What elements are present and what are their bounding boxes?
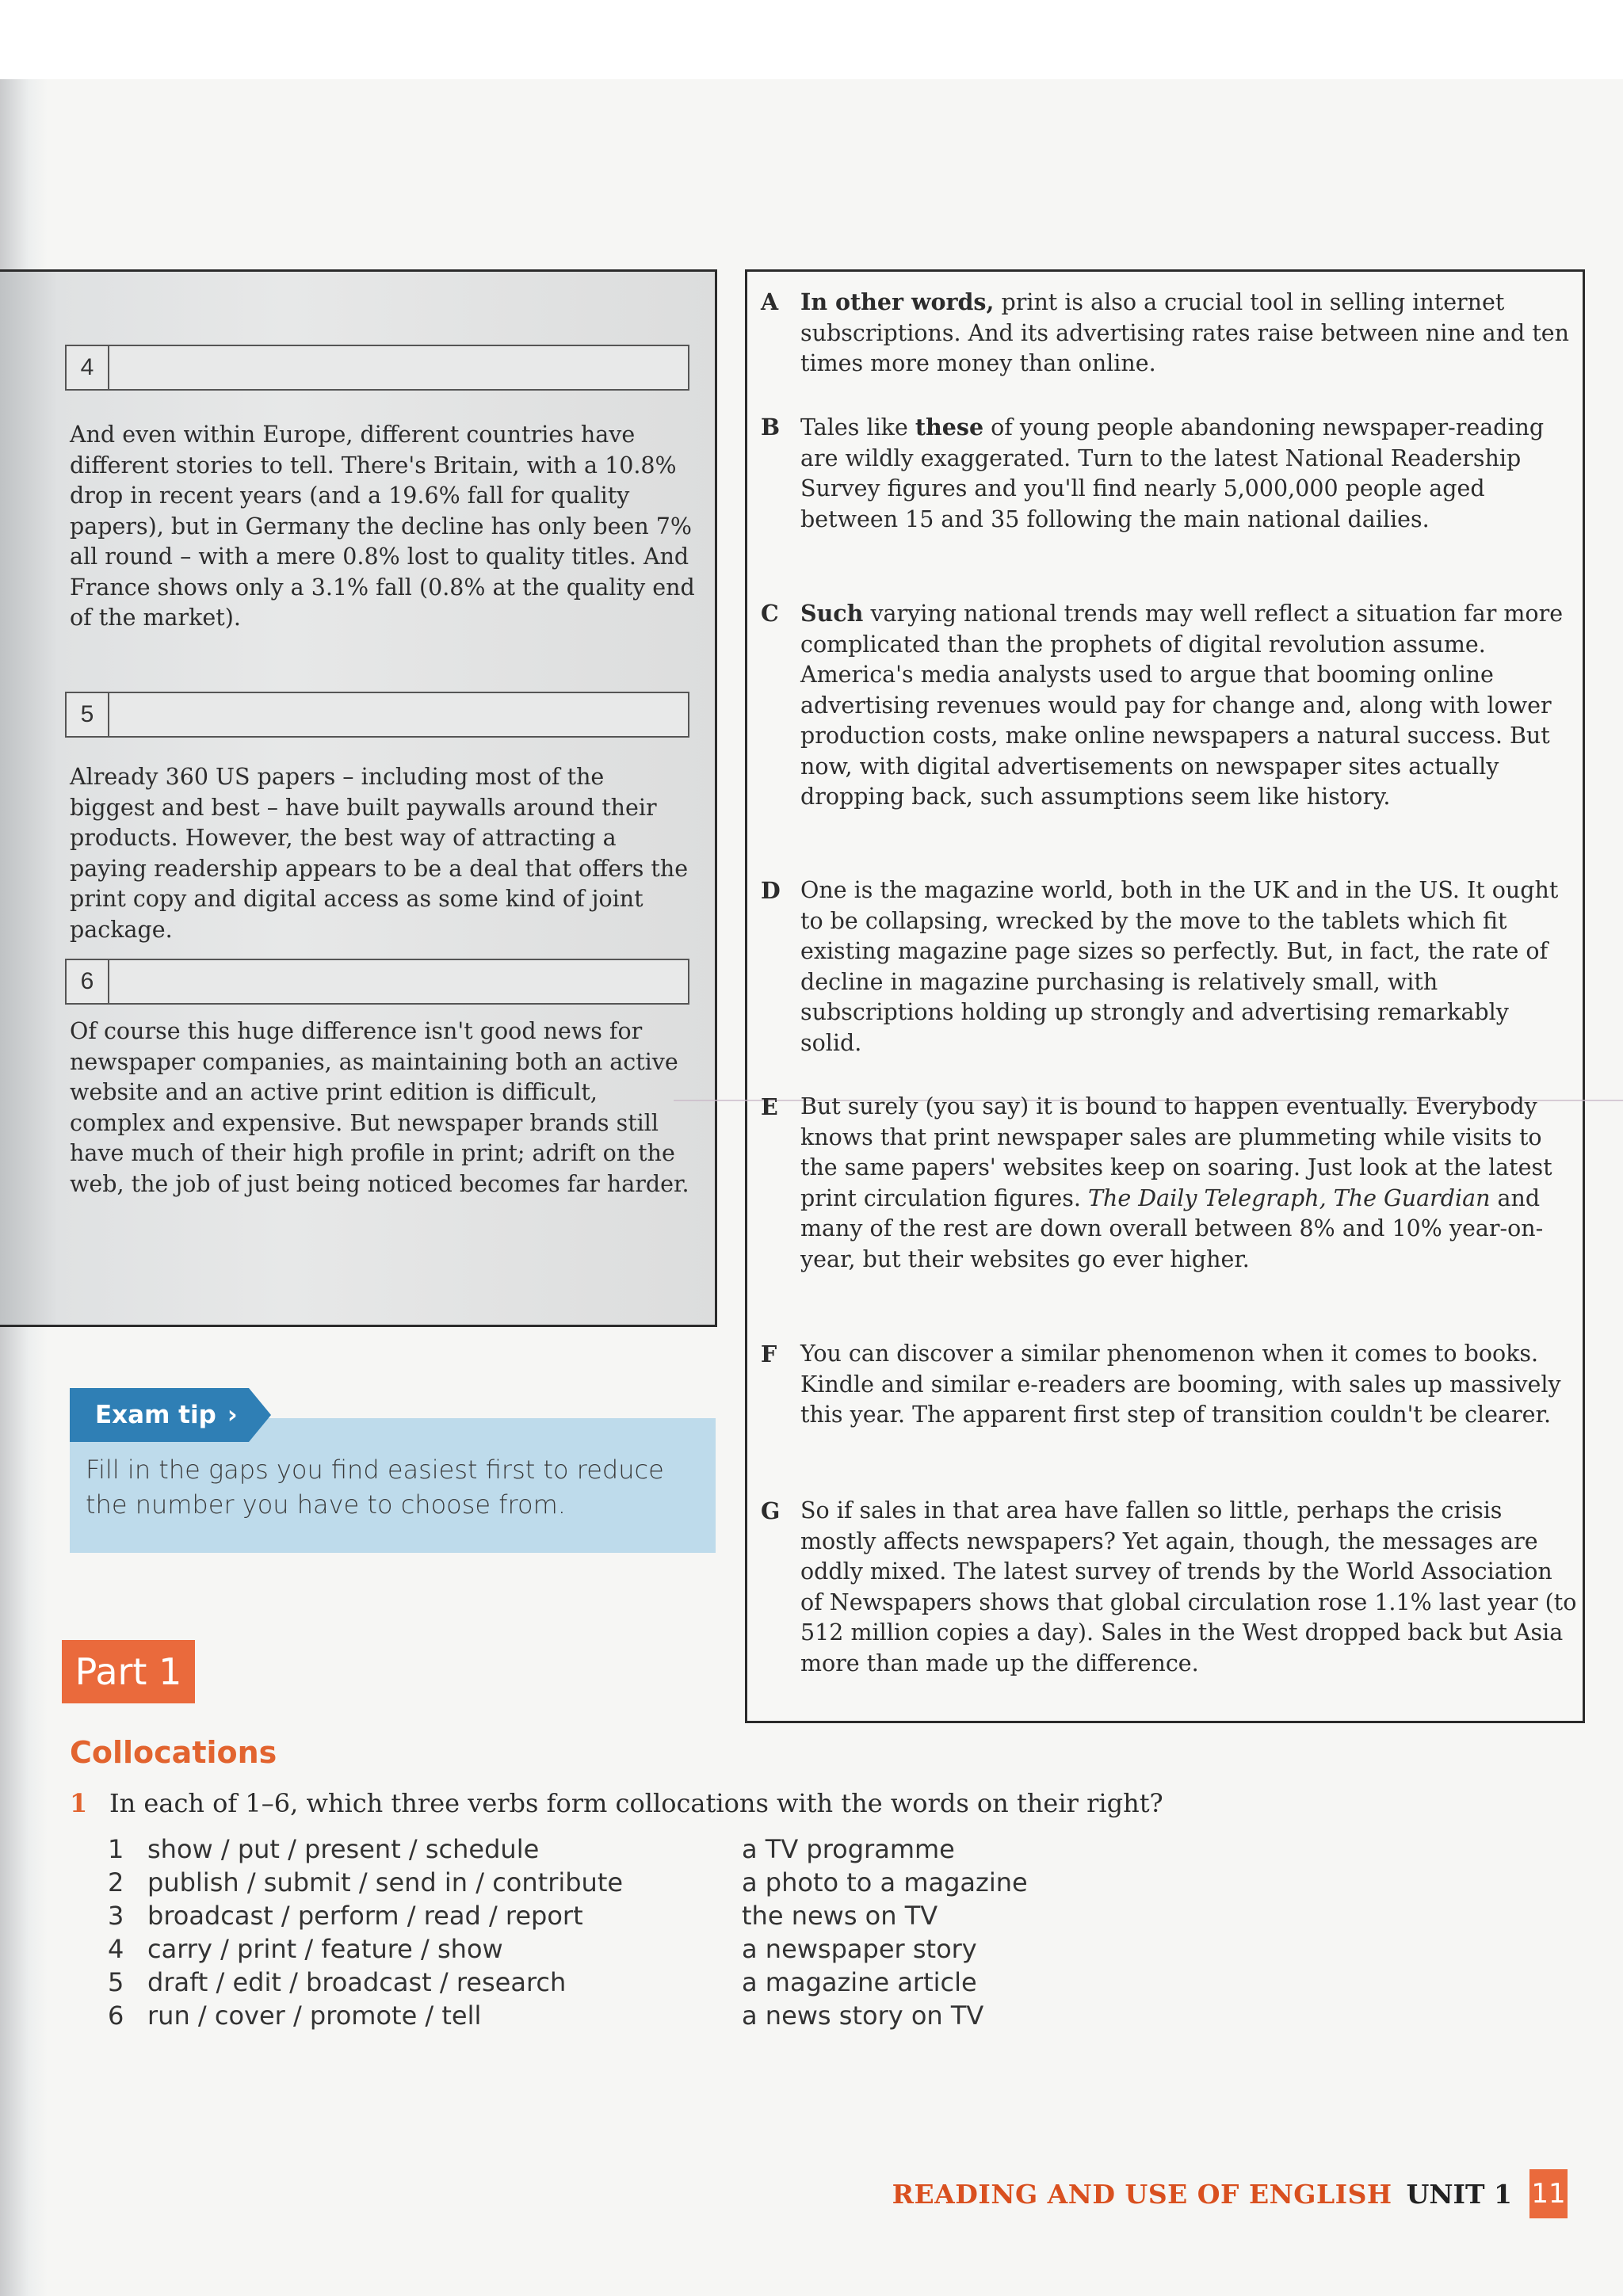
option-letter: G — [761, 1497, 781, 1524]
exam-tip-label: Exam tip — [95, 1401, 216, 1429]
item-number: 6 — [108, 2000, 124, 2031]
gap-6-answer-box[interactable] — [65, 959, 689, 1005]
option-d-text: One is the magazine world, both in the UK and in the US. It ought to be collapsing, wrecked by the move to the tablets which fit existing magazine page sizes so perfectly. But, in fact, the rate of decline in magazine purchasing is relatively small, with subscriptions holding up strongly and advertising remarkably solid. — [800, 877, 1559, 1056]
option-e-italic: The Daily Telegraph, The Guardian — [1087, 1184, 1491, 1211]
option-letter: A — [761, 288, 779, 315]
option-f-text: You can discover a similar phenomenon when it comes to books. Kindle and similar e-readers are booming, with sales up massively this year. The apparent first step of transition couldn't be clearer. — [800, 1341, 1561, 1428]
option-c-text: varying national trends may well reflect a situation far more complicated than the prophets of digital revolution assume. America's media analysts used to argue that booming online advertising revenues would pay for change and, along with lower production costs, make online newspapers a natural success. But now, with digital advertisements on newspaper sites actually dropping back, such assumptions seem like history. — [800, 601, 1564, 810]
option-g-text: So if sales in that area have fallen so little, perhaps the crisis mostly affects newspapers? Yet again, though, the messages are oddly mixed. The latest survey of trends by the World Association of Newspapers shows that global circulation rose 1.1% last year (to 512 million copies a day). Sales in the West dropped back but Asia more than made up the difference. — [800, 1497, 1577, 1676]
gap-number: 6 — [67, 960, 109, 1003]
collocation-object: a magazine article — [742, 1967, 977, 1997]
option-letter: B — [761, 414, 781, 441]
verb-options: carry / print / feature / show — [147, 1934, 503, 1964]
option-e-pre: But surely (you say) it is bound to happen eventually. Everybody knows that print newspaper sales are plummeting while visits to the same papers' websites keep on soaring. Just look at the latest print circulation figures. — [800, 1093, 1552, 1211]
option-c-bold: Such — [800, 600, 864, 627]
tab-arrow-shape — [249, 1388, 271, 1442]
verb-options: show / put / present / schedule — [147, 1834, 540, 1864]
option-b-text: of young people abandoning newspaper-reading are wildly exaggerated. Turn to the latest National Readership Survey figures and you'll find nearly 5,000,000 people aged between 15 and 35 following the main national dailies. — [800, 414, 1545, 532]
verb-options: broadcast / perform / read / report — [147, 1901, 583, 1931]
footer-unit: UNIT 1 — [1406, 2178, 1512, 2210]
item-number: 3 — [108, 1901, 124, 1931]
gap-number: 5 — [67, 693, 109, 736]
option-letter: C — [761, 600, 779, 627]
option-b-bold: these — [915, 414, 984, 441]
exam-tip-text: Fill in the gaps you find easiest first to reduce the number you have to choose from. — [86, 1455, 664, 1520]
question-number: 1 — [70, 1788, 88, 1818]
collocation-object: the news on TV — [742, 1901, 938, 1931]
gap-5-answer-box[interactable] — [65, 692, 689, 738]
paragraph-after-gap-4: And even within Europe, different countries have different stories to tell. There's Britain, with a 10.8% drop in recent years (and a 19.6% fall for quality papers), but in Germany the decline has only been 7% all round – with a mere 0.8% lost to quality titles. And France shows only a 3.1% fall (0.8% at the quality end of the market). — [70, 421, 695, 631]
gap-4-answer-box[interactable] — [65, 345, 689, 391]
item-number: 2 — [108, 1867, 124, 1897]
question-text: In each of 1–6, which three verbs form collocations with the words on their right? — [109, 1788, 1163, 1818]
page-top-margin — [0, 0, 1623, 79]
paragraph-after-gap-6: Of course this huge difference isn't good news for newspaper companies, as maintaining both an active website and an active print edition is difficult, complex and expensive. But newspaper brands still have much of their high profile in print; adrift on the web, the job of just being noticed becomes far harder. — [70, 1018, 689, 1197]
collocation-object: a TV programme — [742, 1834, 955, 1864]
option-letter: F — [761, 1341, 777, 1367]
option-letter: E — [761, 1093, 778, 1120]
part-badge: Part 1 — [62, 1640, 195, 1703]
exam-tip-tab — [70, 1388, 271, 1442]
collocation-object: a photo to a magazine — [742, 1867, 1028, 1897]
verb-options: publish / submit / send in / contribute — [147, 1867, 624, 1897]
page-number: 11 — [1529, 2169, 1568, 2218]
chevron-right-icon: › — [227, 1401, 238, 1429]
option-a-bold: In other words, — [800, 288, 995, 315]
gap-number: 4 — [67, 346, 109, 389]
item-number: 1 — [108, 1834, 124, 1864]
footer-section: READING AND USE OF ENGLISH — [892, 2178, 1392, 2210]
option-a-text: print is also a crucial tool in selling internet subscriptions. And its advertising rates raise between nine and ten times more money than online. — [800, 289, 1569, 376]
page-footer — [892, 2169, 1568, 2218]
item-number: 4 — [108, 1934, 124, 1964]
paragraph-after-gap-5: Already 360 US papers – including most of the biggest and best – have built paywalls around their products. However, the best way of attracting a paying readership appears to be a deal that offers the print copy and digital access as some kind of joint package. — [70, 764, 689, 943]
collocations-heading: Collocations — [70, 1735, 277, 1770]
collocation-object: a news story on TV — [742, 2000, 984, 2031]
option-e-text: and many of the rest are down overall between 8% and 10% year-on-year, but their websites go ever higher. — [800, 1184, 1544, 1272]
verb-options: draft / edit / broadcast / research — [147, 1967, 567, 1997]
item-number: 5 — [108, 1967, 124, 1997]
option-b-pre: Tales like — [800, 414, 915, 441]
verb-options: run / cover / promote / tell — [147, 2000, 482, 2031]
option-letter: D — [761, 877, 781, 904]
collocation-object: a newspaper story — [742, 1934, 977, 1964]
